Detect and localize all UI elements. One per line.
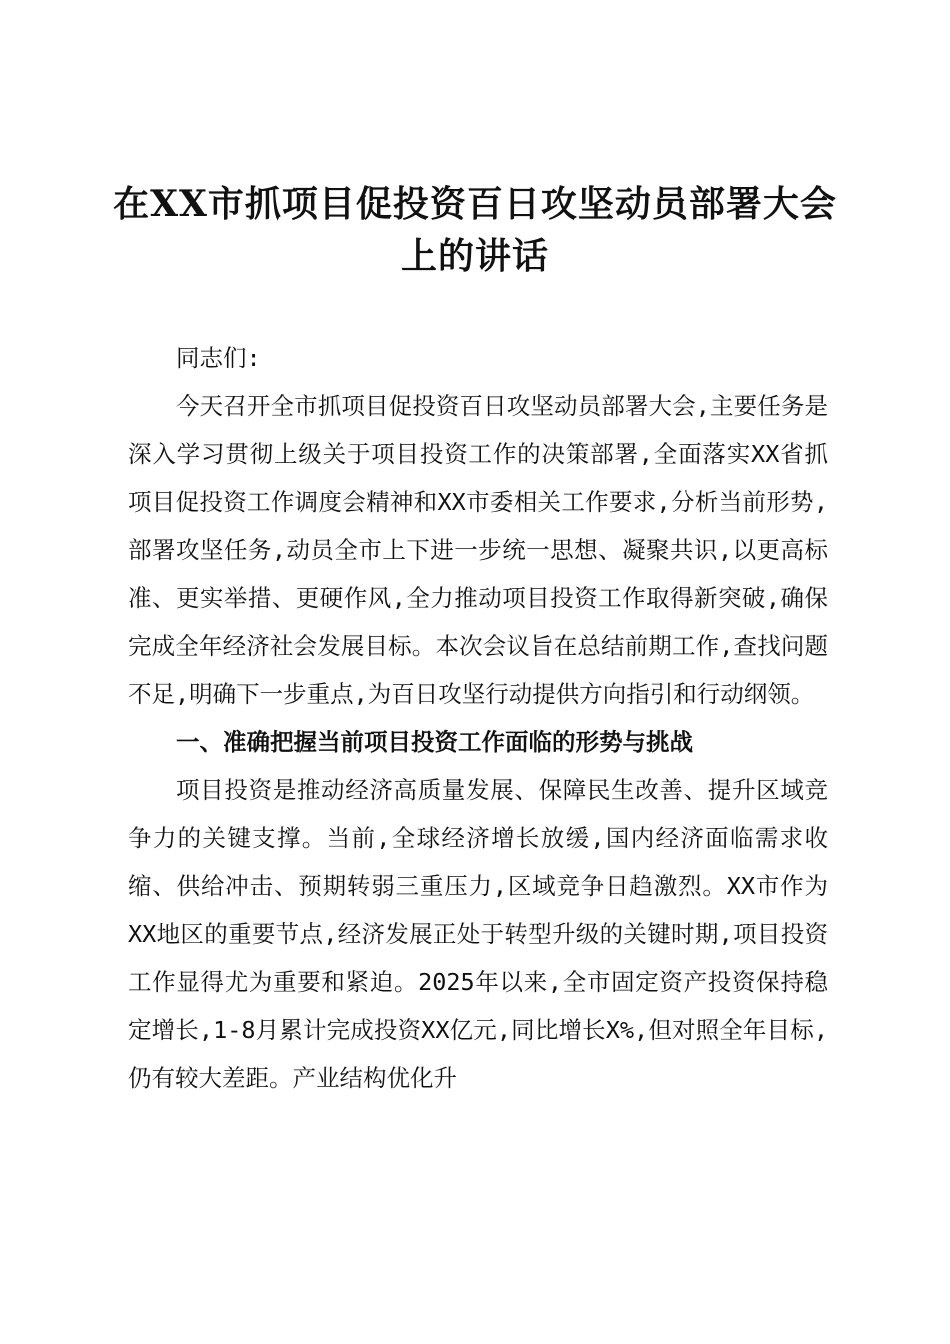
section-1-paragraph: 项目投资是推动经济高质量发展、保障民生改善、提升区域竞争力的关键支撑。当前,全球经济增长放缓,国内经济面临需求收缩、供给冲击、预期转弱三重压力,区域竞争日趋激烈。XX市作为XX地区的重要节点,经济发展正处于转型升级的关键时期,项目投资工作显得尤为重要和紧迫。2025年以来,全市固定资产投资保持稳定增长,1-8月累计完成投资XX亿元,同比增长X%,但对照全年目标,仍有较大差距。产业结构优化升 bbox=[128, 776, 828, 1092]
document-title: 在XX市抓项目促投资百日攻坚动员部署大会上的讲话 bbox=[113, 183, 837, 277]
document-body bbox=[128, 334, 828, 1102]
section-1-heading: 一、准确把握当前项目投资工作面临的形势与挑战 bbox=[176, 728, 693, 756]
salutation: 同志们: bbox=[176, 344, 261, 372]
intro-paragraph: 今天召开全市抓项目促投资百日攻坚动员部署大会,主要任务是深入学习贯彻上级关于项目投资工作的决策部署,全面落实XX省抓项目促投资工作调度会精神和XX市委相关工作要求,分析当前形势,部署攻坚任务,动员全市上下进一步统一思想、凝聚共识,以更高标准、更实举措、更硬作风,全力推动项目投资工作取得新突破,确保完成全年经济社会发展目标。本次会议旨在总结前期工作,查找问题不足,明确下一步重点,为百日攻坚行动提供方向指引和行动纲领。 bbox=[128, 392, 828, 708]
